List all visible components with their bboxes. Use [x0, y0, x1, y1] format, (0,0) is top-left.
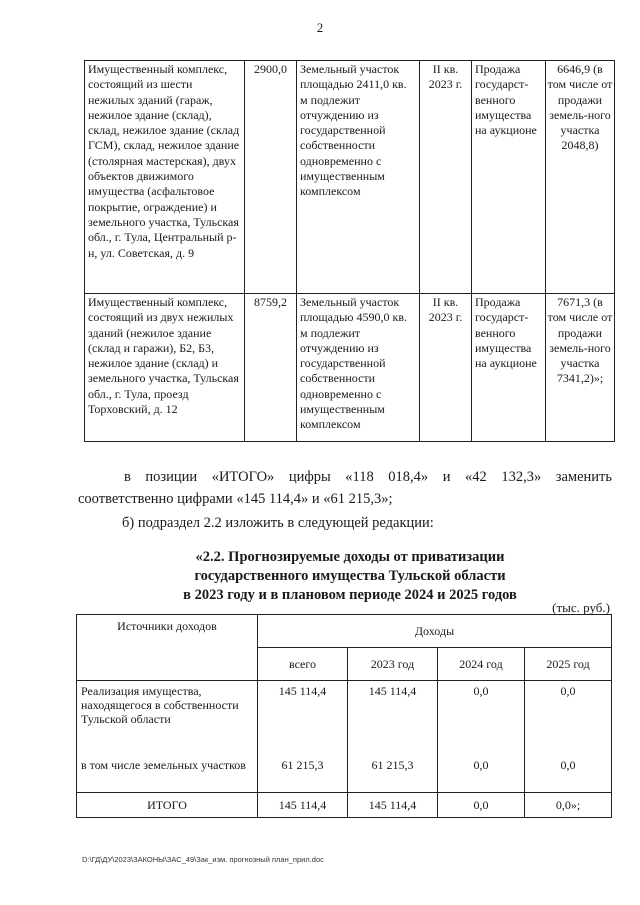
income-2024: 0,0 — [438, 681, 525, 755]
income-2025: 0,0»; — [525, 793, 612, 818]
sale-method: Продажа государст-венного имущества на аукционе — [472, 61, 546, 294]
page-number: 2 — [316, 20, 324, 35]
land-plot-note: Земельный участок площадью 2411,0 кв. м подлежит отчуждению из государственной собственности одновременно с имущественным комплексом — [297, 61, 420, 294]
itogo-paragraph: в позиции «ИТОГО» цифры «118 018,4» и «42 132,3» заменить соответственно цифрами «145 114,4» и «61 215,3»; — [78, 469, 612, 507]
table-row-total — [77, 793, 612, 818]
header-income: Доходы — [258, 615, 612, 648]
property-table — [84, 60, 615, 442]
property-description: Имущественный комплекс, состоящий из двух нежилых зданий (нежилое здание (склад и гаражи), Б2, Б3, нежилое здание (склад) и земельного участка, Тульская обл., г. Тула, проезд Торховский, д. 12 — [85, 294, 245, 442]
land-plot-note: Земельный участок площадью 4590,0 кв. м подлежит отчуждению из государственной собственности одновременно с имущественным комплексом — [297, 294, 420, 442]
subsection-paragraph: б) подраздел 2.2 изложить в следующей редакции: — [122, 515, 434, 531]
table-row — [85, 61, 615, 294]
sale-method: Продажа государст-венного имущества на аукционе — [472, 294, 546, 442]
income-2025: 0,0 — [525, 755, 612, 793]
section-title — [90, 548, 610, 605]
income-source: ИТОГО — [77, 793, 258, 818]
income-total: 145 114,4 — [258, 681, 348, 755]
section-title-line: «2.2. Прогнозируемые доходы от приватизации — [195, 549, 505, 565]
units-label: (тыс. руб.) — [552, 600, 610, 615]
footer-file-path: D:\ГД\ДУ\2023\ЗАКОНЫ\ЗАС_49\Зак_изм. прогнозный план_прил.doc — [82, 855, 324, 864]
property-value: 8759,2 — [245, 294, 297, 442]
income-2023: 145 114,4 — [348, 681, 438, 755]
income-source: Реализация имущества, находящегося в собственности Тульской области — [77, 681, 258, 755]
income-2023: 145 114,4 — [348, 793, 438, 818]
income-2023: 61 215,3 — [348, 755, 438, 793]
income-2024: 0,0 — [438, 755, 525, 793]
property-value: 2900,0 — [245, 61, 297, 294]
table-row — [77, 681, 612, 755]
expected-income: 7671,3 (в том числе от продажи земель-ного участка 7341,2)»; — [546, 294, 615, 442]
header-sources: Источники доходов — [77, 615, 258, 681]
sale-period: II кв. 2023 г. — [420, 294, 472, 442]
table-row — [77, 755, 612, 793]
header-2024: 2024 год — [438, 648, 525, 681]
table-row — [85, 294, 615, 442]
header-2025: 2025 год — [525, 648, 612, 681]
header-2023: 2023 год — [348, 648, 438, 681]
income-total: 61 215,3 — [258, 755, 348, 793]
income-total: 145 114,4 — [258, 793, 348, 818]
income-2025: 0,0 — [525, 681, 612, 755]
expected-income: 6646,9 (в том числе от продажи земель-ного участка 2048,8) — [546, 61, 615, 294]
sale-period: II кв. 2023 г. — [420, 61, 472, 294]
income-table — [76, 614, 612, 818]
header-total: всего — [258, 648, 348, 681]
section-title-line: в 2023 году и в плановом периоде 2024 и 2025 годов — [183, 587, 517, 603]
income-2024: 0,0 — [438, 793, 525, 818]
section-title-line: государственного имущества Тульской области — [194, 568, 506, 584]
property-description: Имущественный комплекс, состоящий из шести нежилых зданий (гараж, нежилое здание (склад), склад, нежилое здание (склад ГСМ), склад, нежилое здание (столярная мастерская), двух объектов движимого имущества (асфальтовое покрытие, ограждение) и земельного участка, Тульская обл., г. Тула, Центральный р-н, ул. Советская, д. 9 — [85, 61, 245, 294]
income-source: в том числе земельных участков — [77, 755, 258, 793]
table-header-row — [77, 615, 612, 648]
